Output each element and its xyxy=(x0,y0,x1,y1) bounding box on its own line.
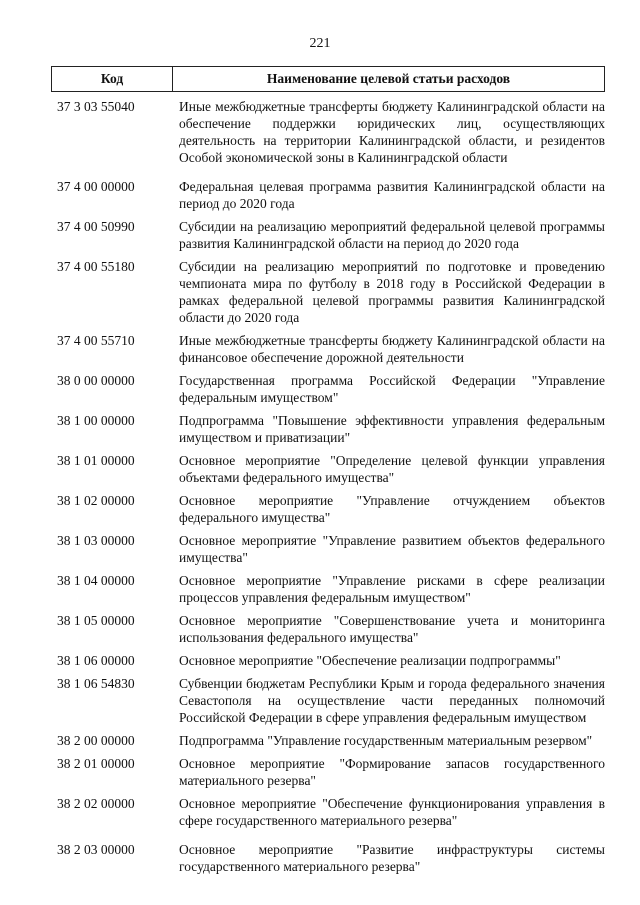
row-name: Государственная программа Российской Федерации "Управление федеральным имуществом" xyxy=(179,373,605,405)
table-header xyxy=(51,66,605,92)
header-code: Код xyxy=(52,67,173,91)
row-name: Основное мероприятие "Развитие инфраструктуры системы государственного материального резерва" xyxy=(179,842,605,874)
table-row xyxy=(51,675,605,726)
row-name: Субвенции бюджетам Республики Крым и города федерального значения Севастополя на осуществление части переданных полномочий Российской Федерации в сфере управления федеральным имуществом xyxy=(179,676,605,725)
table-row xyxy=(51,795,605,829)
row-code: 38 1 01 00000 xyxy=(57,453,135,468)
table-row xyxy=(51,412,605,446)
row-code: 38 2 00 00000 xyxy=(57,733,135,748)
row-code: 38 1 05 00000 xyxy=(57,613,135,628)
row-name: Подпрограмма "Повышение эффективности управления федеральным имуществом и приватизации" xyxy=(179,413,605,445)
table-row xyxy=(51,218,605,252)
row-code: 38 1 04 00000 xyxy=(57,573,135,588)
row-name: Основное мероприятие "Управление отчуждением объектов федерального имущества" xyxy=(179,493,605,525)
row-code: 38 1 03 00000 xyxy=(57,533,135,548)
row-name: Иные межбюджетные трансферты бюджету Калининградской области на обеспечение поддержки юридических лиц, осуществляющих деятельность на территории Калининградской области, и резидентов Особой экономической зоны в Калининградской области xyxy=(179,99,605,165)
row-code: 37 4 00 55180 xyxy=(57,259,135,274)
header-name: Наименование целевой статьи расходов xyxy=(266,71,511,86)
row-code: 38 2 01 00000 xyxy=(57,756,135,771)
page-number: 221 xyxy=(309,36,331,51)
row-code: 37 4 00 55710 xyxy=(57,333,135,348)
table-row xyxy=(51,755,605,789)
row-code: 37 4 00 00000 xyxy=(57,179,135,194)
table-row xyxy=(51,612,605,646)
row-code: 38 2 03 00000 xyxy=(57,842,135,857)
table-body xyxy=(51,98,605,875)
row-name: Субсидии на реализацию мероприятий федеральной целевой программы развития Калининградской области на период до 2020 года xyxy=(179,219,605,251)
table-row xyxy=(51,841,605,875)
row-name: Основное мероприятие "Совершенствование учета и мониторинга использования федерального имущества" xyxy=(179,613,605,645)
row-code: 37 3 03 55040 xyxy=(57,99,135,114)
row-name: Федеральная целевая программа развития Калининградской области на период до 2020 года xyxy=(179,179,605,211)
table-row xyxy=(51,732,605,749)
row-name: Иные межбюджетные трансферты бюджету Калининградской области на финансовое обеспечение дорожной деятельности xyxy=(179,333,605,365)
row-name: Основное мероприятие "Формирование запасов государственного материального резерва" xyxy=(179,756,605,788)
row-code: 38 1 02 00000 xyxy=(57,493,135,508)
table-row xyxy=(51,332,605,366)
row-code: 38 1 06 00000 xyxy=(57,653,135,668)
row-code: 37 4 00 50990 xyxy=(57,219,135,234)
row-name: Основное мероприятие "Управление рисками в сфере реализации процессов управления федеральным имуществом" xyxy=(179,573,605,605)
table-row xyxy=(51,452,605,486)
table-row xyxy=(51,532,605,566)
row-code: 38 0 00 00000 xyxy=(57,373,135,388)
table-row xyxy=(51,178,605,212)
row-code: 38 2 02 00000 xyxy=(57,796,135,811)
table-row xyxy=(51,98,605,166)
table-row xyxy=(51,652,605,669)
row-name: Основное мероприятие "Обеспечение функционирования управления в сфере государственного материального резерва" xyxy=(179,796,605,828)
table-row xyxy=(51,258,605,326)
row-name: Основное мероприятие "Определение целевой функции управления объектами федерального имущества" xyxy=(179,453,605,485)
table-row xyxy=(51,372,605,406)
row-name: Основное мероприятие "Обеспечение реализации подпрограммы" xyxy=(179,653,561,668)
row-name: Подпрограмма "Управление государственным материальным резервом" xyxy=(179,733,593,748)
row-name: Основное мероприятие "Управление развитием объектов федерального имущества" xyxy=(179,533,605,565)
table-row xyxy=(51,572,605,606)
row-code: 38 1 00 00000 xyxy=(57,413,135,428)
row-name: Субсидии на реализацию мероприятий по подготовке и проведению чемпионата мира по футболу в 2018 году в Российской Федерации в рамках федеральной целевой программы развития Калининградской области до 2020 года xyxy=(179,259,605,325)
row-code: 38 1 06 54830 xyxy=(57,676,135,691)
table-row xyxy=(51,492,605,526)
